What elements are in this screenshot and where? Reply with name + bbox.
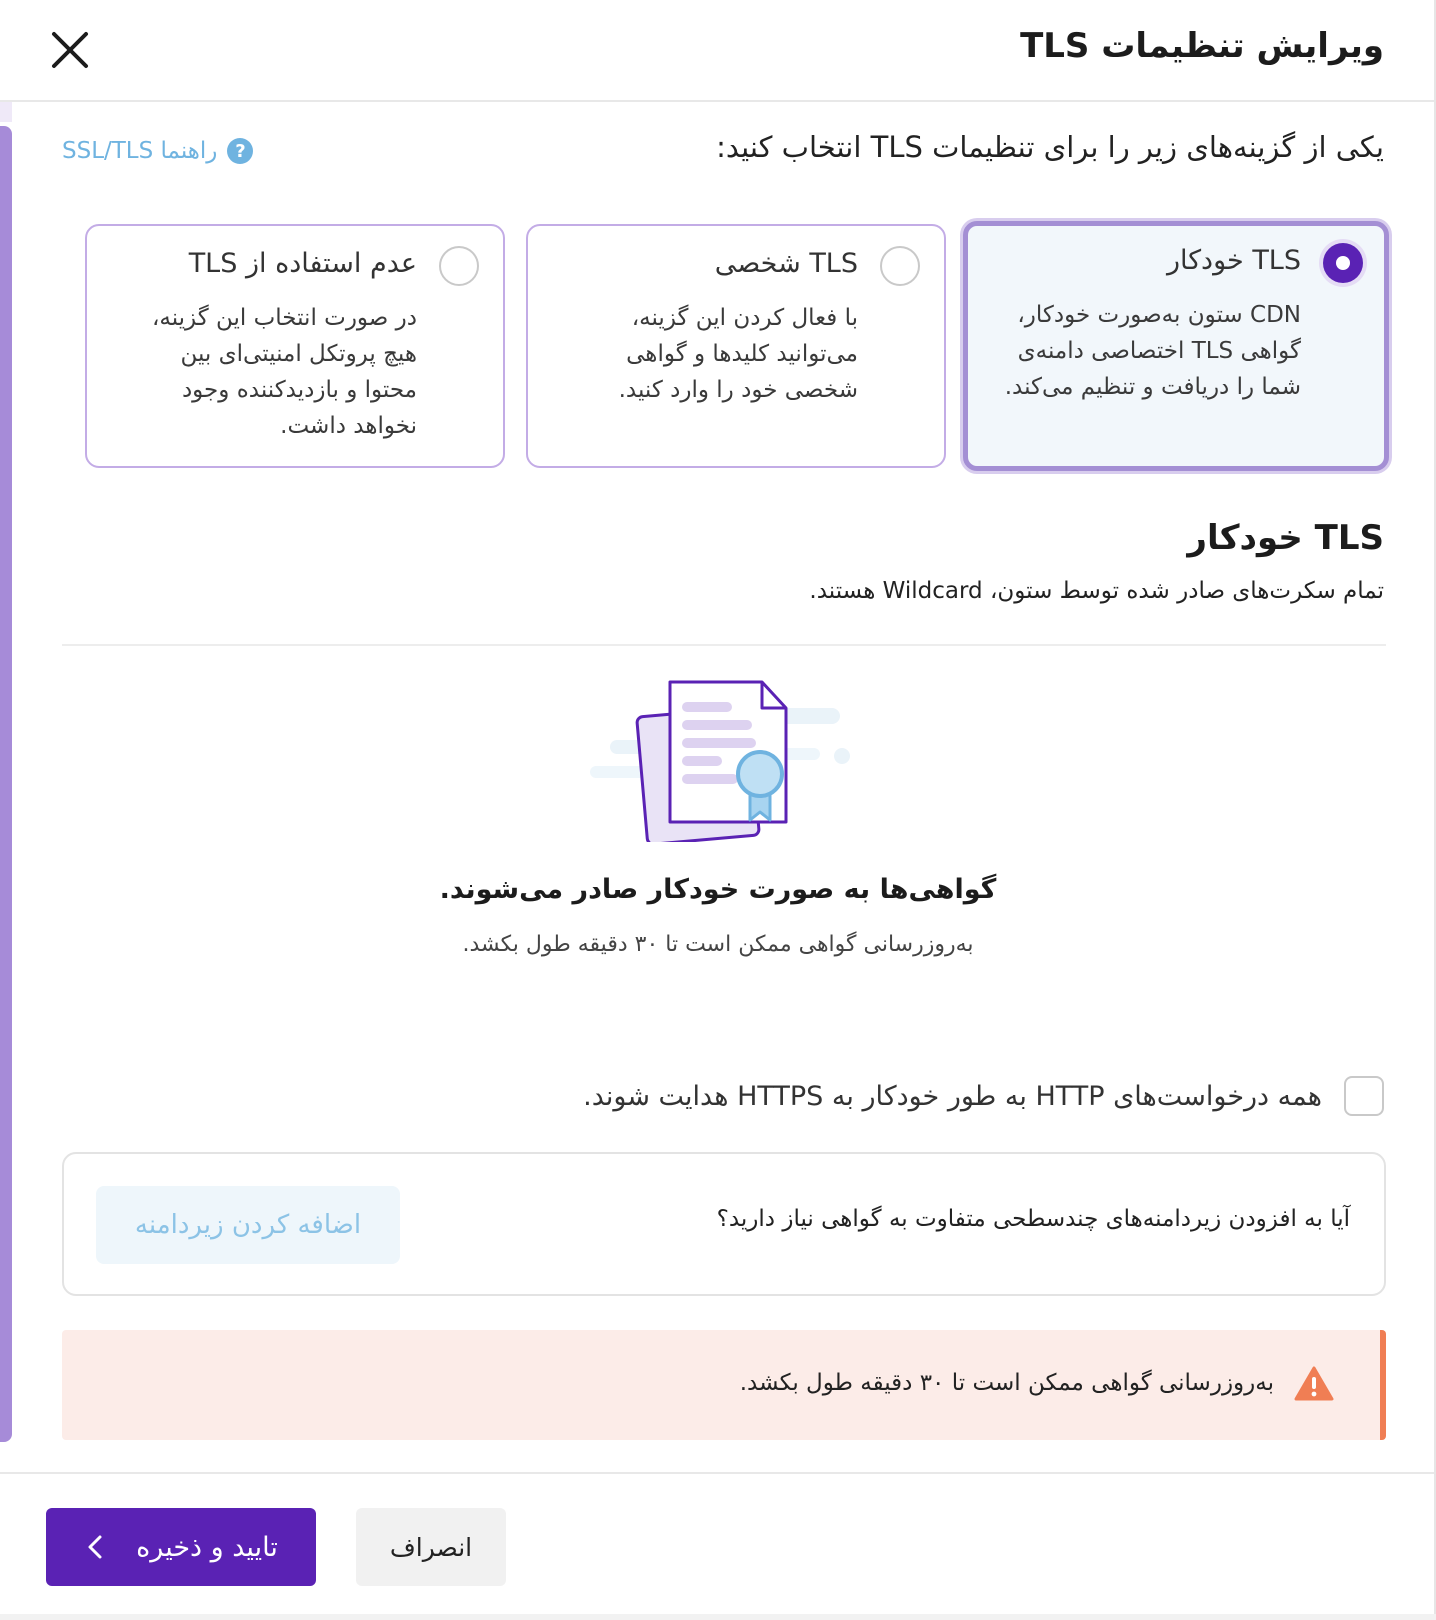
close-icon (48, 28, 92, 72)
option-no-tls[interactable] (85, 224, 505, 468)
option-title: TLS شخصی (714, 248, 858, 279)
intro-text: یکی از گزینه‌های زیر را برای تنظیمات TLS انتخاب کنید: (716, 130, 1384, 164)
certificate-document-illustration (590, 672, 860, 842)
dialog-header (0, 0, 1434, 102)
close-button[interactable] (48, 28, 92, 72)
option-description: در صورت انتخاب این گزینه، هیچ پروتکل امنیتی‌ای بین محتوا و بازدیدکننده وجود نخواهد داشت. (151, 305, 417, 439)
https-redirect-row[interactable] (583, 1076, 1384, 1116)
save-button-label: تایید و ذخیره (136, 1531, 278, 1563)
subdomain-question: آیا به افزودن زیردامنه‌های چندسطحی متفاوت به گواهی نیاز دارید؟ (716, 1206, 1350, 1232)
dialog-title: ویرایش تنظیمات TLS (1020, 26, 1384, 66)
warning-triangle-icon (1294, 1366, 1334, 1402)
empty-state-title: گواهی‌ها به صورت خودکار صادر می‌شوند. (439, 874, 997, 905)
section-title: TLS خودکار (1187, 518, 1384, 558)
footer-divider (0, 1472, 1434, 1474)
radio-auto-tls[interactable] (1323, 243, 1363, 283)
divider (62, 644, 1386, 646)
radio-custom-tls[interactable] (880, 246, 920, 286)
ssl-tls-help-link[interactable] (62, 138, 253, 164)
option-auto-tls[interactable] (963, 221, 1389, 471)
https-redirect-checkbox[interactable] (1344, 1076, 1384, 1116)
option-title: عدم استفاده از TLS (188, 248, 417, 279)
option-custom-tls[interactable] (526, 224, 946, 468)
scrollbar-thumb[interactable] (0, 126, 12, 1442)
warning-alert (62, 1330, 1386, 1440)
empty-state-description: به‌روزرسانی گواهی ممکن است تا ۳۰ دقیقه طول بکشد. (462, 932, 974, 957)
scrollbar-track (0, 102, 12, 122)
alert-text: به‌روزرسانی گواهی ممکن است تا ۳۰ دقیقه طول بکشد. (739, 1370, 1274, 1396)
help-link-label: راهنما SSL/TLS (62, 138, 218, 164)
radio-no-tls[interactable] (439, 246, 479, 286)
option-title: TLS خودکار (1166, 245, 1301, 276)
section-description: تمام سکرت‌های صادر شده توسط ستون، Wildcard هستند. (809, 578, 1384, 604)
question-circle-icon: ? (227, 138, 253, 164)
bottom-edge (0, 1614, 1436, 1620)
cancel-button[interactable]: انصراف (356, 1508, 506, 1586)
option-description: CDN ستون به‌صورت خودکار، گواهی TLS اختصاصی دامنه‌ی شما را دریافت و تنظیم می‌کند. (1004, 302, 1301, 400)
option-description: با فعال کردن این گزینه، می‌توانید کلیدها و گواهی شخصی خود را وارد کنید. (618, 305, 858, 403)
save-button[interactable] (46, 1508, 316, 1586)
subdomain-panel (62, 1152, 1386, 1296)
chevron-left-icon (84, 1534, 106, 1560)
add-subdomain-button[interactable]: اضافه کردن زیردامنه (96, 1186, 400, 1264)
https-redirect-label: همه درخواست‌های HTTP به طور خودکار به HTTPS هدایت شوند. (583, 1080, 1322, 1112)
